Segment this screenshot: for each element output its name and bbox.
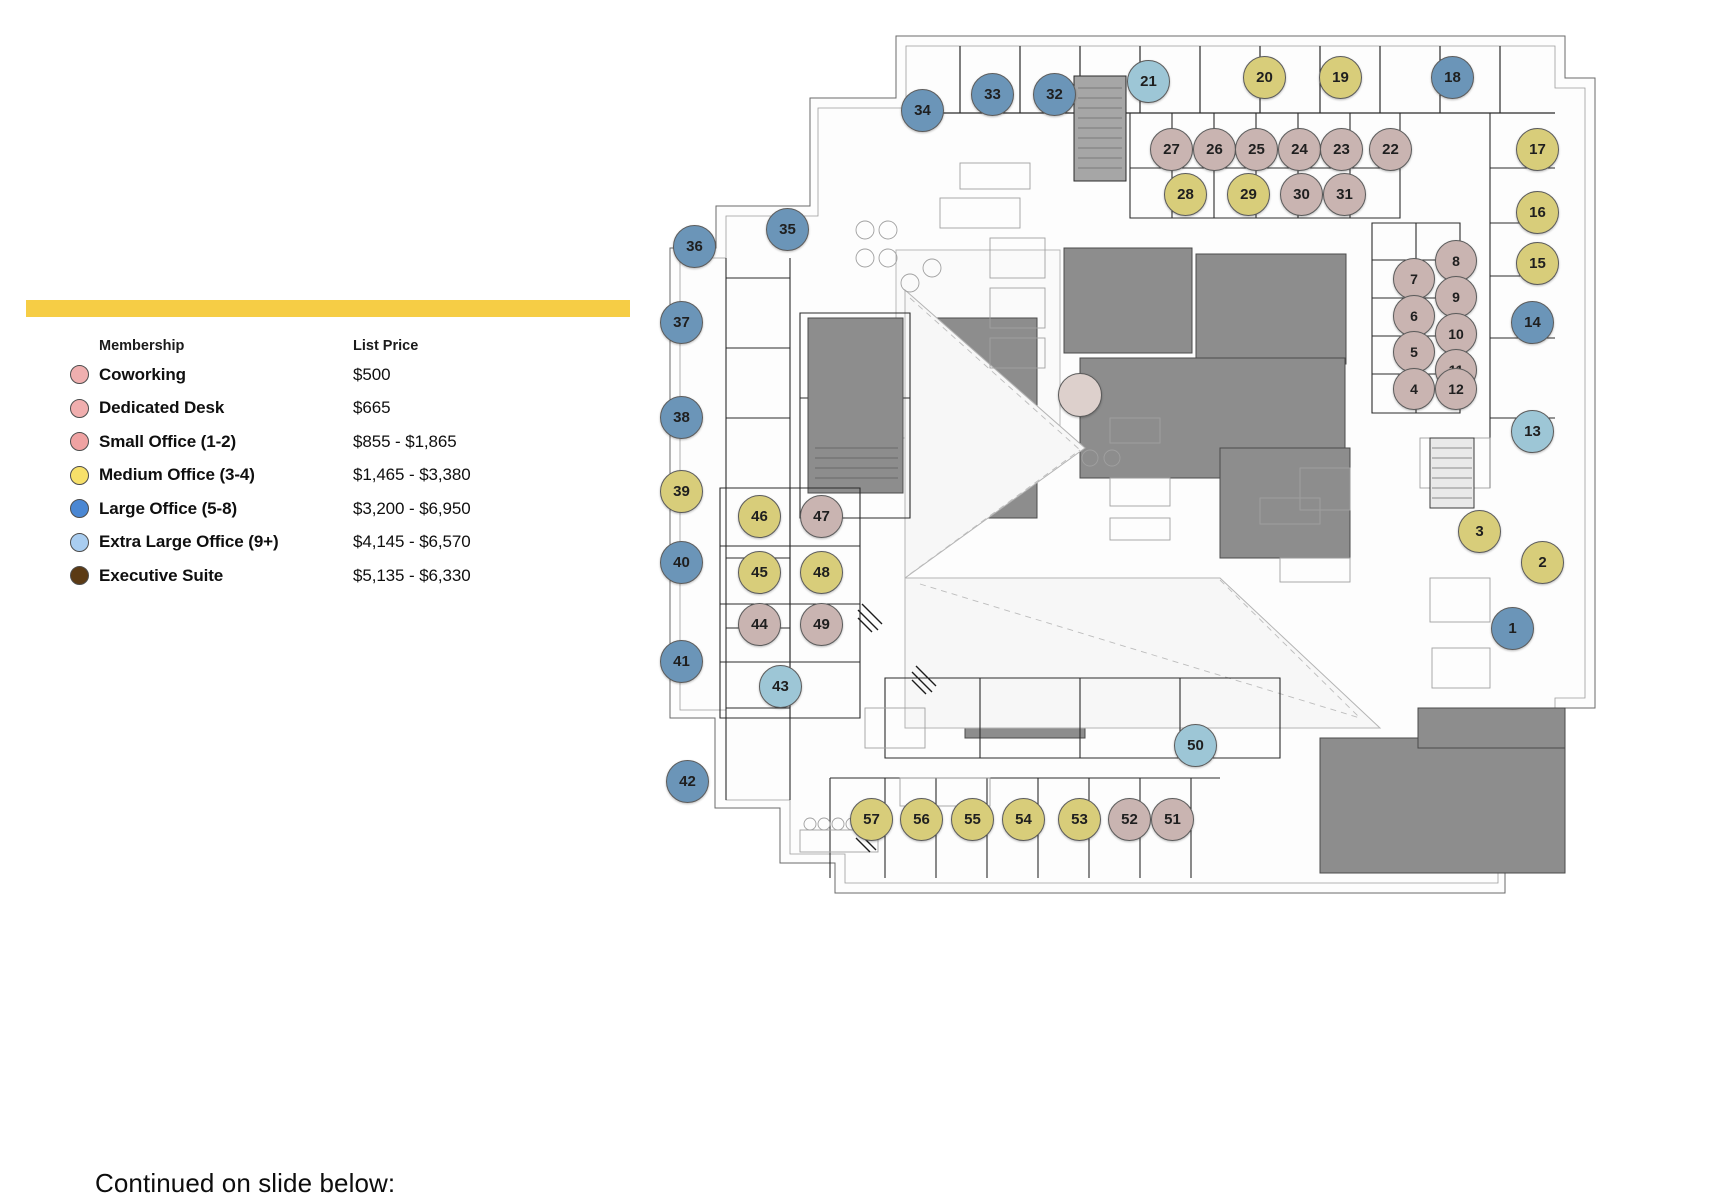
legend-price: $5,135 - $6,330 — [353, 565, 471, 585]
legend-label: Extra Large Office (9+) — [99, 532, 279, 552]
suite-marker-46[interactable]: 46 — [738, 495, 781, 538]
suite-marker-25[interactable]: 25 — [1235, 128, 1278, 171]
suite-marker-27[interactable]: 27 — [1150, 128, 1193, 171]
suite-marker-57[interactable]: 57 — [850, 798, 893, 841]
suite-marker-5[interactable]: 5 — [1393, 331, 1435, 373]
circle-swatch-icon — [70, 365, 89, 384]
suite-marker-35[interactable]: 35 — [766, 208, 809, 251]
legend-swatch-cell — [70, 365, 99, 384]
circle-swatch-icon — [70, 399, 89, 418]
legend-label: Large Office (5-8) — [99, 498, 238, 518]
legend-header-membership: Membership — [99, 338, 185, 354]
legend-swatch-cell — [70, 533, 99, 552]
circle-swatch-icon — [70, 499, 89, 518]
circle-swatch-icon — [70, 466, 89, 485]
legend-price: $855 - $1,865 — [353, 431, 457, 451]
legend-header-row — [70, 330, 590, 354]
legend-label: Coworking — [99, 364, 186, 384]
suite-marker-6[interactable]: 6 — [1393, 295, 1435, 337]
suite-marker-52[interactable]: 52 — [1108, 798, 1151, 841]
legend-swatch-cell — [70, 499, 99, 518]
legend-row — [70, 459, 590, 493]
suite-marker-2[interactable]: 2 — [1521, 541, 1564, 584]
suite-marker-12[interactable]: 12 — [1435, 368, 1477, 410]
suite-marker-49[interactable]: 49 — [800, 603, 843, 646]
legend-label: Medium Office (3-4) — [99, 465, 255, 485]
legend-swatch-cell — [70, 399, 99, 418]
suite-marker-39[interactable]: 39 — [660, 470, 703, 513]
suite-marker-16[interactable]: 16 — [1516, 191, 1559, 234]
circle-swatch-icon — [70, 432, 89, 451]
suite-marker-34[interactable]: 34 — [901, 89, 944, 132]
suite-marker-4[interactable]: 4 — [1393, 368, 1435, 410]
legend-swatch-cell — [70, 566, 99, 585]
suite-marker-48[interactable]: 48 — [800, 551, 843, 594]
coworking-zone-marker[interactable] — [1058, 373, 1102, 417]
suite-marker-7[interactable]: 7 — [1393, 258, 1435, 300]
suite-marker-54[interactable]: 54 — [1002, 798, 1045, 841]
suite-marker-38[interactable]: 38 — [660, 396, 703, 439]
suite-marker-56[interactable]: 56 — [900, 798, 943, 841]
suite-marker-13[interactable]: 13 — [1511, 410, 1554, 453]
legend-swatch-cell — [70, 432, 99, 451]
suite-marker-17[interactable]: 17 — [1516, 128, 1559, 171]
suite-marker-15[interactable]: 15 — [1516, 242, 1559, 285]
suite-marker-19[interactable]: 19 — [1319, 56, 1362, 99]
suite-marker-21[interactable]: 21 — [1127, 60, 1170, 103]
suite-marker-44[interactable]: 44 — [738, 603, 781, 646]
legend-price: $500 — [353, 364, 391, 384]
suite-marker-26[interactable]: 26 — [1193, 128, 1236, 171]
suite-marker-9[interactable]: 9 — [1435, 276, 1477, 318]
suite-marker-55[interactable]: 55 — [951, 798, 994, 841]
legend-table — [70, 330, 590, 593]
suite-marker-10[interactable]: 10 — [1435, 313, 1477, 355]
suite-marker-28[interactable]: 28 — [1164, 173, 1207, 216]
suite-marker-23[interactable]: 23 — [1320, 128, 1363, 171]
legend-row — [70, 492, 590, 526]
suite-marker-33[interactable]: 33 — [971, 73, 1014, 116]
circle-swatch-icon — [70, 566, 89, 585]
legend-price: $4,145 - $6,570 — [353, 532, 471, 552]
suite-marker-40[interactable]: 40 — [660, 541, 703, 584]
suite-marker-47[interactable]: 47 — [800, 495, 843, 538]
suite-marker-42[interactable]: 42 — [666, 760, 709, 803]
legend-row — [70, 425, 590, 459]
suite-marker-43[interactable]: 43 — [759, 665, 802, 708]
suite-marker-24[interactable]: 24 — [1278, 128, 1321, 171]
legend-swatch-cell — [70, 466, 99, 485]
suite-marker-32[interactable]: 32 — [1033, 73, 1076, 116]
floorplan-panel — [660, 18, 1706, 950]
suite-marker-45[interactable]: 45 — [738, 551, 781, 594]
suite-marker-51[interactable]: 51 — [1151, 798, 1194, 841]
suite-marker-50[interactable]: 50 — [1174, 724, 1217, 767]
suite-marker-30[interactable]: 30 — [1280, 173, 1323, 216]
suite-marker-3[interactable]: 3 — [1458, 510, 1501, 553]
suite-marker-14[interactable]: 14 — [1511, 301, 1554, 344]
suite-marker-53[interactable]: 53 — [1058, 798, 1101, 841]
suite-marker-41[interactable]: 41 — [660, 640, 703, 683]
suite-marker-18[interactable]: 18 — [1431, 56, 1474, 99]
suite-marker-31[interactable]: 31 — [1323, 173, 1366, 216]
suite-marker-37[interactable]: 37 — [660, 301, 703, 344]
legend-accent-bar — [26, 300, 630, 317]
suite-marker-22[interactable]: 22 — [1369, 128, 1412, 171]
suite-marker-8[interactable]: 8 — [1435, 240, 1477, 282]
legend-row — [70, 559, 590, 593]
suite-marker-36[interactable]: 36 — [673, 225, 716, 268]
suite-marker-20[interactable]: 20 — [1243, 56, 1286, 99]
legend-price: $665 — [353, 398, 391, 418]
legend-label: Executive Suite — [99, 565, 224, 585]
legend-row — [70, 358, 590, 392]
circle-swatch-icon — [70, 533, 89, 552]
continued-on-slide-below-note: Continued on slide below: — [95, 1168, 396, 1198]
legend-label: Small Office (1-2) — [99, 431, 237, 451]
legend-row — [70, 392, 590, 426]
legend-label: Dedicated Desk — [99, 398, 225, 418]
legend-price: $1,465 - $3,380 — [353, 465, 471, 485]
legend-price: $3,200 - $6,950 — [353, 498, 471, 518]
suite-marker-1[interactable]: 1 — [1491, 607, 1534, 650]
legend-row — [70, 526, 590, 560]
legend-header-list-price: List Price — [353, 338, 419, 354]
suite-marker-29[interactable]: 29 — [1227, 173, 1270, 216]
